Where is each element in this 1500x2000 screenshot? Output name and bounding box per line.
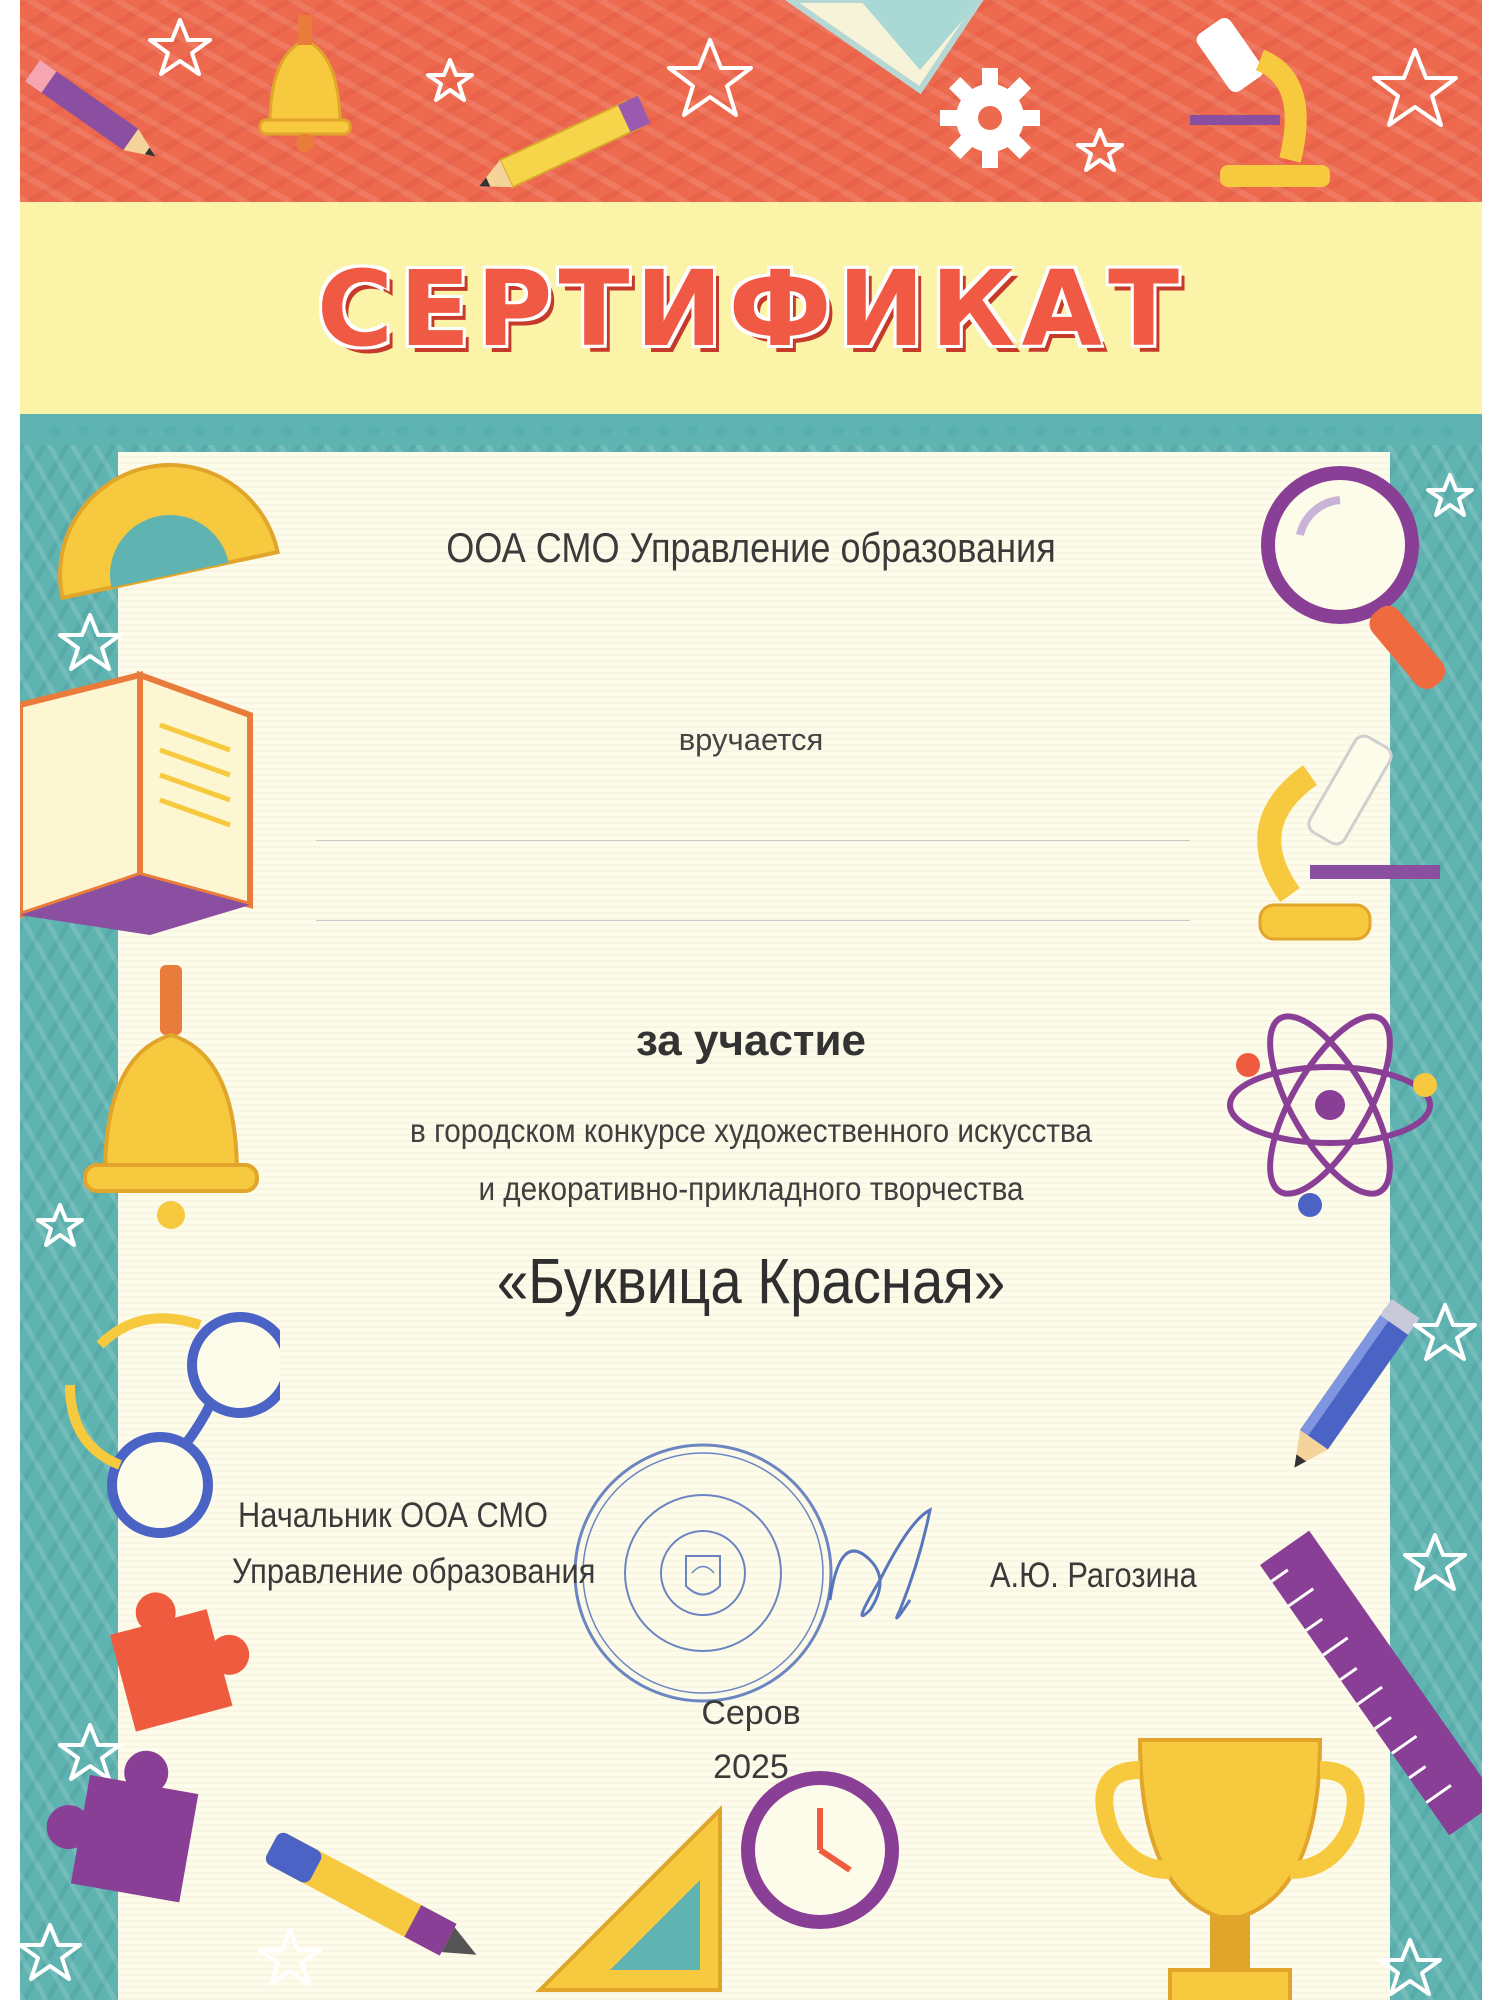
- dotted-divider: [40, 422, 1470, 440]
- protractor-icon: [40, 445, 278, 598]
- awarded-label: вручается: [678, 722, 824, 757]
- pencil-icon: [473, 96, 651, 200]
- book-icon: [790, 0, 980, 90]
- certificate-title: СЕРТИФИКАТ: [316, 248, 1186, 370]
- magnifier-icon: [1268, 473, 1451, 695]
- year: 2025: [713, 1748, 789, 1786]
- city: Серов: [701, 1694, 801, 1732]
- microscope-icon: [1190, 15, 1330, 187]
- triangle-ruler-icon: [540, 1810, 720, 1990]
- competition-name: «Буквица Красная»: [496, 1245, 1006, 1317]
- certificate-sheet: [20, 0, 1482, 2000]
- star-icon: [150, 20, 210, 74]
- star-icon: [669, 40, 751, 115]
- star-icon: [1405, 1535, 1465, 1589]
- star-icon: [1078, 130, 1122, 170]
- signatory-name: А.Ю. Рагозина: [990, 1556, 1197, 1595]
- top-decor-band: [20, 0, 1482, 202]
- microscope-icon: [1260, 732, 1440, 939]
- star-icon: [38, 1205, 82, 1245]
- bottom-decorations: [20, 1690, 1482, 2000]
- gear-icon: [940, 68, 1040, 168]
- star-icon: [260, 1930, 320, 1984]
- signature: [810, 1490, 950, 1640]
- pencil-icon: [1280, 1299, 1419, 1477]
- clock-icon: [748, 1778, 892, 1922]
- star-icon: [1380, 1940, 1440, 1994]
- description-line-2: и декоративно-прикладного творчества: [478, 1170, 1024, 1207]
- official-seal: [568, 1438, 838, 1708]
- bell-icon: [260, 15, 350, 152]
- description-line-1: в городском конкурсе художественного искусства: [410, 1112, 1092, 1149]
- star-icon: [60, 615, 120, 669]
- star-icon: [1415, 1305, 1475, 1359]
- name-line-2: [316, 920, 1190, 921]
- star-icon: [1428, 475, 1472, 515]
- signatory-title-line-1: Начальник ООА СМО: [238, 1496, 548, 1535]
- book-icon: [20, 675, 250, 935]
- star-icon: [428, 60, 472, 100]
- for-participation-label: за участие: [635, 1016, 866, 1065]
- name-line-1: [316, 840, 1190, 841]
- organization-name: ООА СМО Управление образования: [446, 524, 1056, 571]
- signatory-title-line-2: Управление образования: [232, 1552, 596, 1591]
- pencil-icon: [25, 60, 163, 167]
- star-icon: [1374, 50, 1456, 125]
